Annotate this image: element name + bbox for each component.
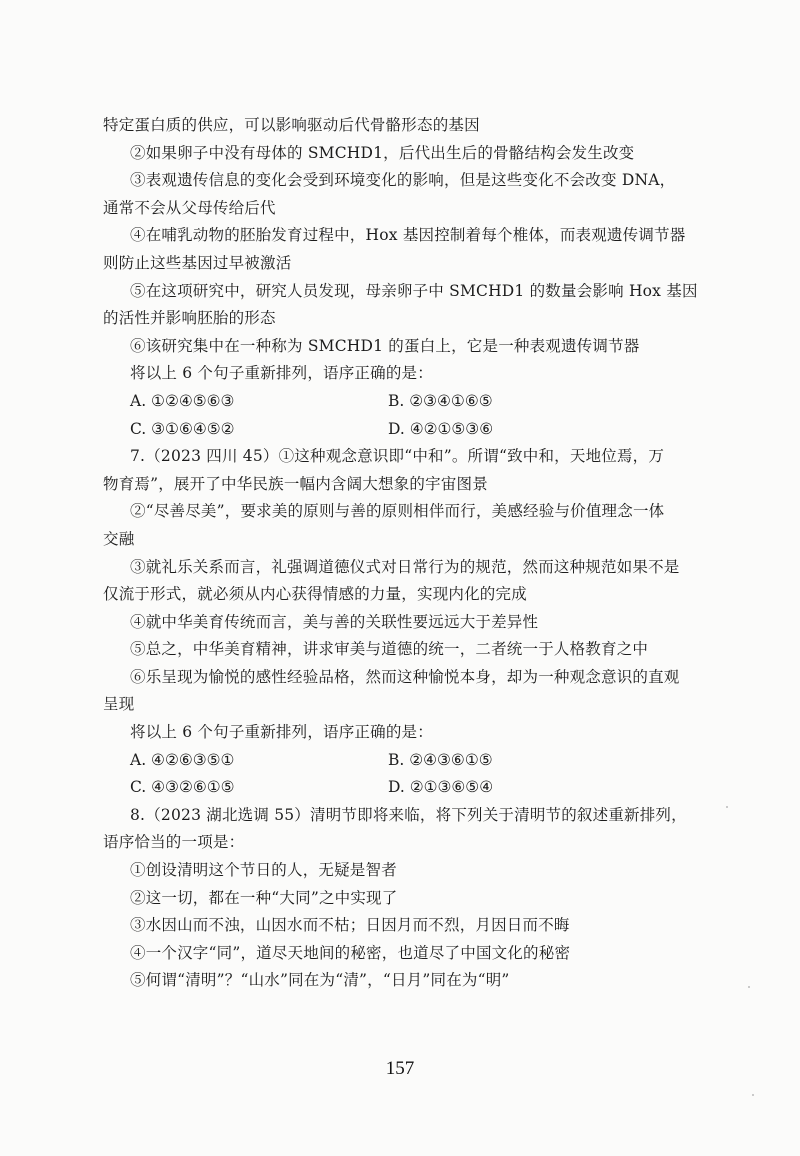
sentence-3: ③表观遗传信息的变化会受到环境变化的影响，但是这些变化不会改变 DNA， (130, 171, 676, 190)
sentence-5: ⑤在这项研究中，研究人员发现，母亲卵子中 SMCHD1 的数量会影响 Hox 基因 (130, 281, 698, 300)
q7-sentence-3-cont: 仅流于形式，就必须从内心获得情感的力量，实现内化的完成 (103, 585, 527, 604)
option-d: D. ②①③⑥⑤④ (388, 778, 494, 797)
option-a: A. ④②⑥③⑤① (130, 750, 235, 769)
sentence-2: ②如果卵子中没有母体的 SMCHD1，后代出生后的骨骼结构会发生改变 (130, 143, 635, 162)
page-body (103, 112, 703, 995)
q8-sentence-2: ②这一切，都在一种“大同”之中实现了 (130, 888, 398, 907)
option-b: B. ②③④①⑥⑤ (388, 391, 493, 410)
scan-speck (726, 806, 728, 808)
sentence-3-cont: 通常不会从父母传给后代 (103, 198, 276, 217)
q8-sentence-4: ④一个汉字“同”，道尽天地间的秘密，也道尽了中国文化的秘密 (130, 943, 571, 962)
sentence-4-cont: 则防止这些基因过早被激活 (103, 253, 292, 272)
question-8-title: 8.（2023 湖北选调 55）清明节即将来临，将下列关于清明节的叙述重新排列， (130, 805, 687, 824)
q7-sentence-3: ③就礼乐关系而言，礼强调道德仪式对日常行为的规范，然而这种规范如果不是 (130, 557, 680, 576)
question-7-title: 7.（2023 四川 45）①这种观念意识即“中和”。所谓“致中和，天地位焉，万 (130, 447, 665, 466)
q7-sentence-4: ④就中华美育传统而言，美与善的关联性要远远大于差异性 (130, 612, 539, 631)
page-number: 157 (385, 1058, 415, 1079)
scan-speck (752, 1094, 754, 1096)
options-row (103, 774, 703, 802)
q7-sentence-6: ⑥乐呈现为愉悦的感性经验品格，然而这种愉悦本身，却为一种观念意识的直观 (130, 667, 680, 686)
q8-sentence-1: ①创设清明这个节日的人，无疑是智者 (130, 861, 397, 880)
sentence-4: ④在哺乳动物的胚胎发育过程中，Hox 基因控制着每个椎体，而表观遗传调节器 (130, 226, 686, 245)
options-row (103, 388, 703, 416)
options-row (103, 416, 703, 444)
option-a: A. ①②④⑤⑥③ (130, 391, 235, 410)
q7-sentence-2-cont: 交融 (103, 529, 135, 548)
q8-sentence-3: ③水因山而不浊，山因水而不枯；日因月而不烈，月因日而不晦 (130, 916, 570, 935)
sentence-6: ⑥该研究集中在一种称为 SMCHD1 的蛋白上，它是一种表观遗传调节器 (130, 336, 640, 355)
q7-prompt: 将以上 6 个句子重新排列，语序正确的是： (130, 723, 433, 742)
sentence-5-cont: 的活性并影响胚胎的形态 (103, 309, 276, 328)
options-row (103, 747, 703, 775)
option-c: C. ③①⑥④⑤② (130, 419, 235, 438)
scan-speck (748, 986, 750, 988)
q7-sentence-5: ⑤总之，中华美育精神，讲求审美与道德的统一，二者统一于人格教育之中 (130, 640, 649, 659)
question-prompt: 将以上 6 个句子重新排列，语序正确的是： (130, 364, 433, 383)
option-b: B. ②④③⑥①⑤ (388, 750, 493, 769)
option-d: D. ④②①⑤③⑥ (388, 419, 494, 438)
question-8-cont: 语序恰当的一项是： (103, 833, 245, 852)
q7-sentence-6-cont: 呈现 (103, 695, 135, 714)
q7-sentence-2: ②“尽善尽美”，要求美的原则与善的原则相伴而行，美感经验与价值理念一体 (130, 502, 665, 521)
option-c: C. ④③②⑥①⑤ (130, 778, 235, 797)
question-7-cont: 物育焉”，展开了中华民族一幅内含阔大想象的宇宙图景 (103, 474, 488, 493)
q8-sentence-5: ⑤何谓“清明”？“山水”同在为“清”，“日月”同在为“明” (130, 971, 510, 990)
text-line: 特定蛋白质的供应，可以影响驱动后代骨骼形态的基因 (103, 116, 480, 134)
